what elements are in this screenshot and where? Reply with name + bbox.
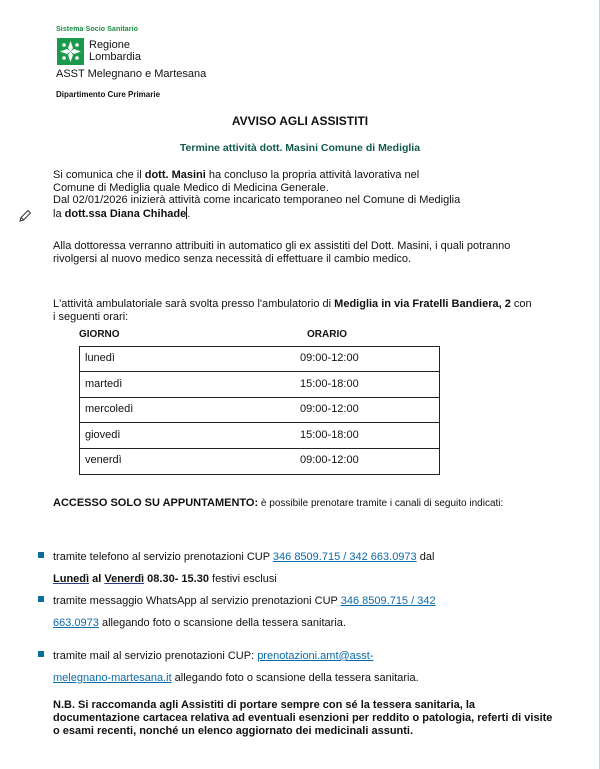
access-paragraph: ACCESSO SOLO SU APPUNTAMENTO: è possibile prenotare tramite i canali di seguito indicati:	[53, 497, 504, 509]
system-label: Sistema Socio Sanitario	[56, 26, 139, 33]
phone-link-1[interactable]: 346 8509.715	[272, 551, 341, 563]
table-row: giovedì 15:00-18:00	[80, 424, 439, 449]
email-link[interactable]: prenotazioni.amt@asst-	[257, 650, 374, 662]
table-row: martedì 15:00-18:00	[80, 373, 439, 398]
new-doctor-name: dott.ssa Diana Chihade	[64, 207, 187, 220]
bullet-icon	[38, 552, 44, 558]
table-row: mercoledì 09:00-12:00	[80, 398, 439, 423]
whatsapp-link-2[interactable]: 342	[417, 595, 436, 607]
paragraph-assignment: Alla dottoressa verranno attribuiti in automatico gli ex assistiti del Dott. Masini, i quali potranno rivolgersi al nuovo medico senza necessità di effettuare il cambio medico.	[53, 240, 511, 265]
col-header-day: GIORNO	[79, 329, 120, 340]
paragraph-announcement: Si comunica che il dott. Masini ha concluso la propria attività lavorativa nel Comune di Mediglia quale Medico di Medicina Generale. Dal 02/01/2026 inizierà attività come incaricato temporaneo nel Comune di Mediglia la dott.ssa Diana Chihade.	[53, 169, 461, 220]
region-name: Regione Lombardia	[89, 39, 141, 63]
paragraph-location: L'attività ambulatoriale sarà svolta presso l'ambulatorio di Mediglia in via Fratelli Bandiera, 2 con i seguenti orari:	[53, 298, 532, 323]
regione-lombardia-logo	[57, 38, 84, 65]
notice-subtitle: Termine attività dott. Masini Comune di Mediglia	[179, 142, 421, 154]
department-name: Dipartimento Cure Primarie	[56, 90, 161, 99]
notice-title: AVVISO AGLI ASSISTITI	[231, 114, 369, 128]
whatsapp-link-1[interactable]: 346 8509.715	[340, 595, 409, 607]
bullet-icon	[38, 651, 44, 657]
table-row: lunedì 09:00-12:00	[80, 347, 439, 372]
booking-whatsapp-item: tramite messaggio WhatsApp al servizio prenotazioni CUP 346 8509.715 / 342 663.0973 allegando foto o scansione della tessera sanitaria.	[53, 595, 436, 629]
booking-email-item: tramite mail al servizio prenotazioni CUP: prenotazioni.amt@asst- melegnano-martesana.it allegando foto o scansione della tessera sanitaria.	[53, 650, 419, 684]
pen-icon	[18, 209, 32, 228]
schedule-table	[79, 346, 440, 475]
col-header-hours: ORARIO	[307, 329, 347, 340]
footer-note: N.B. Si raccomanda agli Assistiti di portare sempre con sé la tessera sanitaria, la documentazione cartacea relativa ad eventuali esenzioni per reddito o patologia, referti di visite o esami recenti, nonché un elenco aggiornato dei medicinali assunti.	[53, 699, 553, 737]
booking-phone-item: tramite telefono al servizio prenotazioni CUP 346 8509.715 / 342 663.0973 dal Lunedì al Venerdì 08.30- 15.30 festivi esclusi	[53, 551, 435, 585]
asst-name: ASST Melegnano e Martesana	[56, 68, 207, 80]
bullet-icon	[38, 596, 44, 602]
phone-link-2[interactable]: 342 663.0973	[349, 551, 417, 563]
table-row: venerdì 09:00-12:00	[85, 454, 359, 466]
